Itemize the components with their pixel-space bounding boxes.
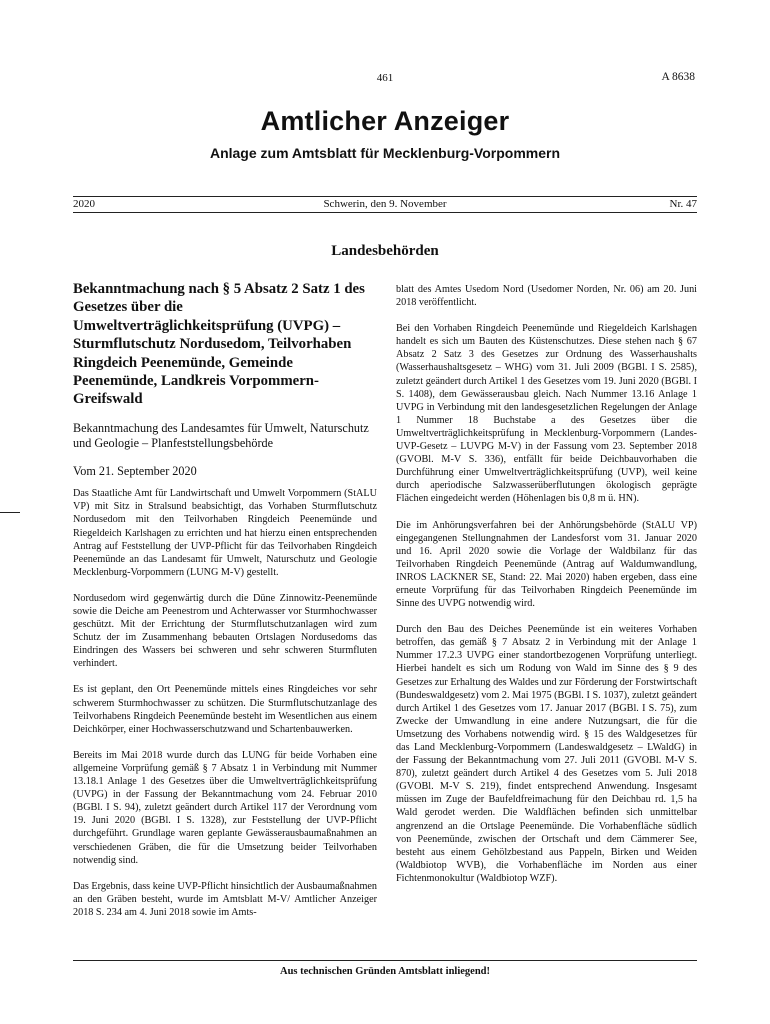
body-paragraph: Das Ergebnis, dass keine UVP-Pflicht hinsichtlich der Ausbaumaßnahmen an den Gräben besteht, wurde im Amtsblatt M-V/ Amtlicher Anzeiger 2018 S. 234 am 4. Juni 2018 sowie im Amts-	[73, 880, 377, 918]
masthead-title: Amtlicher Anzeiger	[260, 106, 510, 136]
masthead-subtitle: Anlage zum Amtsblatt für Mecklenburg-Vorpommern	[209, 145, 561, 161]
body-paragraph: Durch den Bau des Deiches Peenemünde ist ein weiteres Vorhaben betroffen, das gemäß § 7 Absatz 2 in Verbindung mit der Anlage 1 Nummer 17.2.3 UVPG einer standortbezogenen Vorprüfung unterliegt. Hierbei handelt es sich um Rodung von Wald im Sinne des § 9 des Gesetzes zur Erhaltung des Waldes und zur Förderung der Forstwirtschaft (Bundeswaldgesetz) vom 2. Mai 1975 (BGBl. I S. 1037), zuletzt geändert durch Artikel 1 des Gesetzes vom 17. Januar 2017 (BGBl. I S. 75), zum Zwecke der Umwandlung in eine andere Nutzungsart, die für die Umsetzung des Vorhabens notwendig wird. § 15 des Waldgesetzes für das Land Mecklenburg-Vorpommern (Landeswaldgesetz – LWaldG) in der Fassung der Bekanntmachung vom 27. Juli 2011 (GVOBl. M-V S. 870), zuletzt geändert durch Artikel 4 des Gesetzes vom 5. Juli 2018 (GVOBl. M-V S. 219), findet entsprechend Anwendung. Insgesamt müssen im Zuge der Baufeldfreimachung für den Deichbau rd. 1,5 ha Wald gerodet werden. Die Waldflächen befinden sich unmittelbar angrenzend an die Ortslage Peenemünde. Die Vorhabenfläche südlich von Peenemünde, zwischen der Ortschaft und dem Cämmerer See, besteht aus einem Gehölzbestand aus Pappeln, Birken und Weiden (Waldbiotop WVB), die Vorhabenfläche im Norden aus einer Fichtenmonokultur (Waldbiotop WZF).	[396, 624, 697, 884]
notice-date: Vom 21. September 2020	[73, 464, 197, 479]
page-number: 461	[376, 72, 394, 84]
body-paragraph: Es ist geplant, den Ort Peenemünde mittels eines Ringdeiches vor sehr schwerem Sturmhochwasser zu schützen. Die Sturmflutschutzanlage des Teilvorhabens Ringdeich Peenemünde besteht im Wesentlichen aus einem Deichkörper, einer Hochwasserschutzwand und Schartenbauwerken.	[73, 684, 377, 735]
right-column	[396, 283, 697, 898]
body-paragraph: Das Staatliche Amt für Landwirtschaft und Umwelt Vorpommern (StALU VP) mit Sitz in Stralsund beabsichtigt, das Vorhaben Sturmflutschutz Nordusedom mit den Teilvorhaben Ringdeich Peenemünde und Riegeldeich Karlshagen zu errichten und hat hierzu einen entsprechenden Antrag auf Feststellung der UVP-Pflicht für das Teilvorhaben Ringdeich Peenemünde an das Landesamt für Umwelt, Naturschutz und Geologie Mecklenburg-Vorpommern (LUNG M-V) gestellt.	[73, 488, 377, 578]
margin-mark	[0, 512, 20, 513]
left-column	[73, 280, 377, 932]
issue-info-row	[73, 198, 697, 212]
body-paragraph: Die im Anhörungsverfahren bei der Anhörungsbehörde (StALU VP) eingegangenen Stellungnahmen der Landesforst vom 31. Januar 2020 und 16. April 2020 sowie die Vorlage der Waldbilanz für das Teilvorhaben Ringdeich Peenemünde (Antrag auf Waldumwandlung, INROS LACKNER SE, Stand: 22. Mai 2020) haben ergeben, dass eine erneute Vorprüfung für das Teilvorhaben Ringdeich Peenemünde im Sinne des UVPG notwendig wird.	[396, 519, 697, 610]
issue-number: Nr. 47	[669, 198, 697, 210]
section-heading: Landesbehörden	[331, 243, 439, 259]
document-code: A 8638	[661, 71, 695, 83]
body-paragraph: Bei den Vorhaben Ringdeich Peenemünde und Riegeldeich Karlshagen handelt es sich um Bauten des Küstenschutzes. Diese stehen nach § 67 Absatz 2 Satz 3 des Gesetzes zur Ordnung des Wasserhaushalts (Wasserhaushaltsgesetz – WHG) vom 31. Juli 2009 (BGBl. I S. 2585), zuletzt geändert durch Artikel 1 des Gesetzes vom 19. Juni 2020 (BGBl. I S. 1408), dem Gewässerausbau gleich. Nach Nummer 13.16 Anlage 1 UVPG in Verbindung mit den landesgesetzlichen Regelungen der Anlage 1 Nummer 18 Buchstabe a des Gesetzes über die Umweltverträglichkeitsprüfung in Mecklenburg-Vorpommern (Landes-UVP-Gesetz – LUVPG M-V) in der Fassung vom 23. September 2018 (GVOBl. M-V S. 336), entfällt für beide Deichbauvorhaben die Durchführung einer Umweltverträglichkeitsprüfung (UVP), weil keine durch aperiodische Salzwasserüberflutungen ökologisch geprägte Flächen eingedeicht werden (Höhenlagen bis 0,8 m ü. HN).	[396, 323, 697, 505]
issue-place-date: Schwerin, den 9. November	[323, 198, 447, 210]
issue-year: 2020	[73, 198, 95, 210]
body-paragraph: Bereits im Mai 2018 wurde durch das LUNG für beide Vorhaben eine allgemeine Vorprüfung gemäß § 7 Absatz 1 in Verbindung mit Nummer 13.18.1 Anlage 1 des Gesetzes über die Umweltverträglichkeitsprüfung (UVPG) in der Fassung der Bekanntmachung vom 24. Februar 2010 (BGBl. I S. 94), zuletzt geändert durch Artikel 117 der Verordnung vom 19. Juni 2020 (BGBl. I S. 1328), zur Feststellung der UVP-Pflicht durchgeführt. Grundlage waren geplante Gewässerausbaumaßnahmen an verschiedenen Gräben, die für die Umsetzung beider Teilvorhaben notwendig sind.	[73, 749, 377, 866]
notice-issuer: Bekanntmachung des Landesamtes für Umwelt, Naturschutz und Geologie – Planfeststellungsbehörde	[73, 420, 369, 451]
footer-rule	[73, 960, 697, 961]
footer-note: Aus technischen Gründen Amtsblatt inliegend!	[279, 966, 491, 977]
header-rule-top	[73, 196, 697, 197]
header-rule-bottom	[73, 212, 697, 213]
body-paragraph: Nordusedom wird gegenwärtig durch die Düne Zinnowitz-Peenemünde sowie die Deiche am Peenestrom und Achterwasser vor Sturmhochwasser geschützt. Mit der Errichtung der Sturmflutschutzanlagen wird zum Schutz der im Zusammenhang bebauten Ortslagen Nordusedoms das Eindringen des Wassers bei schweren und sehr schweren Sturmfluten verhindert.	[73, 592, 377, 670]
body-paragraph: blatt des Amtes Usedom Nord (Usedomer Norden, Nr. 06) am 20. Juni 2018 veröffentlicht.	[396, 284, 697, 309]
notice-title: Bekanntmachung nach § 5 Absatz 2 Satz 1 des Gesetzes über die Umweltverträglichkeitsprüfung (UVPG) – Sturmflutschutz Nordusedom, Teilvorhaben Ringdeich Peenemünde, Gemeinde Peenemünde, Landkreis Vorpommern-Greifswald	[73, 281, 365, 408]
